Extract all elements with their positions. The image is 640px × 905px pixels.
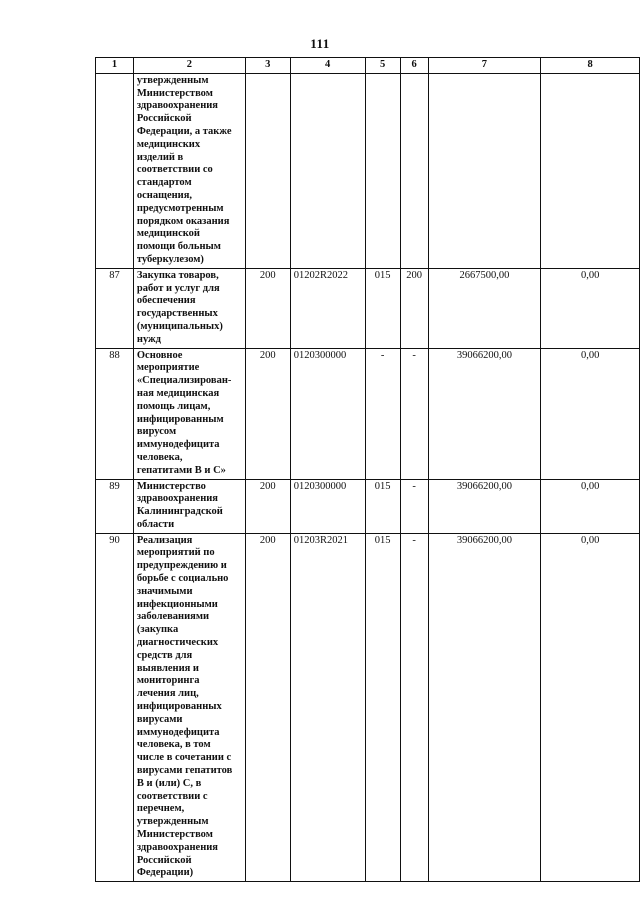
row-name: Закупка товаров, работ и услуг для обеспечения государственных (муниципальных) нужд (133, 268, 245, 348)
cell-col6: 200 (400, 268, 428, 348)
cell-col5: 015 (365, 533, 400, 882)
cell-col5 (365, 73, 400, 268)
column-header: 1 (96, 58, 134, 74)
cell-col4: 0120300000 (290, 479, 365, 533)
cell-col4: 01202R2022 (290, 268, 365, 348)
cell-col6: - (400, 479, 428, 533)
row-name: Основное мероприятие «Специализирован- ная медицинская помощь лицам, инфицированным вирусом иммунодефицита человека, гепатитами В и С» (133, 348, 245, 479)
cell-col7: 39066200,00 (428, 533, 541, 882)
cell-col3: 200 (245, 348, 290, 479)
cell-col7: 39066200,00 (428, 348, 541, 479)
cell-col3: 200 (245, 479, 290, 533)
cell-col7 (428, 73, 541, 268)
cell-col5: - (365, 348, 400, 479)
table-row (96, 73, 640, 268)
column-header: 2 (133, 58, 245, 74)
column-header: 6 (400, 58, 428, 74)
row-number: 87 (96, 268, 134, 348)
cell-col6 (400, 73, 428, 268)
cell-col8: 0,00 (541, 268, 640, 348)
cell-col3 (245, 73, 290, 268)
row-number: 89 (96, 479, 134, 533)
cell-col3: 200 (245, 268, 290, 348)
table-row (96, 479, 640, 533)
row-number: 90 (96, 533, 134, 882)
cell-col4: 0120300000 (290, 348, 365, 479)
cell-col6: - (400, 533, 428, 882)
cell-col4: 01203R2021 (290, 533, 365, 882)
budget-table (95, 57, 640, 882)
row-name: утвержденным Министерством здравоохранения Российской Федерации, а также медицинских изделий в соответствии со стандартом оснащения, предусмотренным порядком оказания медицинской помощи больным туберкулезом) (133, 73, 245, 268)
cell-col7: 39066200,00 (428, 479, 541, 533)
row-name: Реализация мероприятий по предупреждению и борьбе с социально значимыми инфекционными заболеваниями (закупка диагностических средств для выявления и мониторинга лечения лиц, инфицированных вирусами иммунодефицита человека, в том числе в сочетании с вирусами гепатитов В и (или) С, в соответствии с перечнем, утвержденным Министерством здравоохранения Российской Федерации) (133, 533, 245, 882)
header-row (96, 58, 640, 74)
cell-col6: - (400, 348, 428, 479)
cell-col7: 2667500,00 (428, 268, 541, 348)
column-header: 5 (365, 58, 400, 74)
table-row (96, 268, 640, 348)
column-header: 7 (428, 58, 541, 74)
cell-col3: 200 (245, 533, 290, 882)
cell-col8: 0,00 (541, 479, 640, 533)
table-row (96, 348, 640, 479)
cell-col5: 015 (365, 479, 400, 533)
cell-col8 (541, 73, 640, 268)
row-number (96, 73, 134, 268)
cell-col8: 0,00 (541, 533, 640, 882)
row-number: 88 (96, 348, 134, 479)
column-header: 4 (290, 58, 365, 74)
row-name: Министерство здравоохранения Калининградской области (133, 479, 245, 533)
cell-col5: 015 (365, 268, 400, 348)
column-header: 3 (245, 58, 290, 74)
cell-col8: 0,00 (541, 348, 640, 479)
column-header: 8 (541, 58, 640, 74)
page-number: 111 (310, 36, 330, 51)
cell-col4 (290, 73, 365, 268)
table-row (96, 533, 640, 882)
